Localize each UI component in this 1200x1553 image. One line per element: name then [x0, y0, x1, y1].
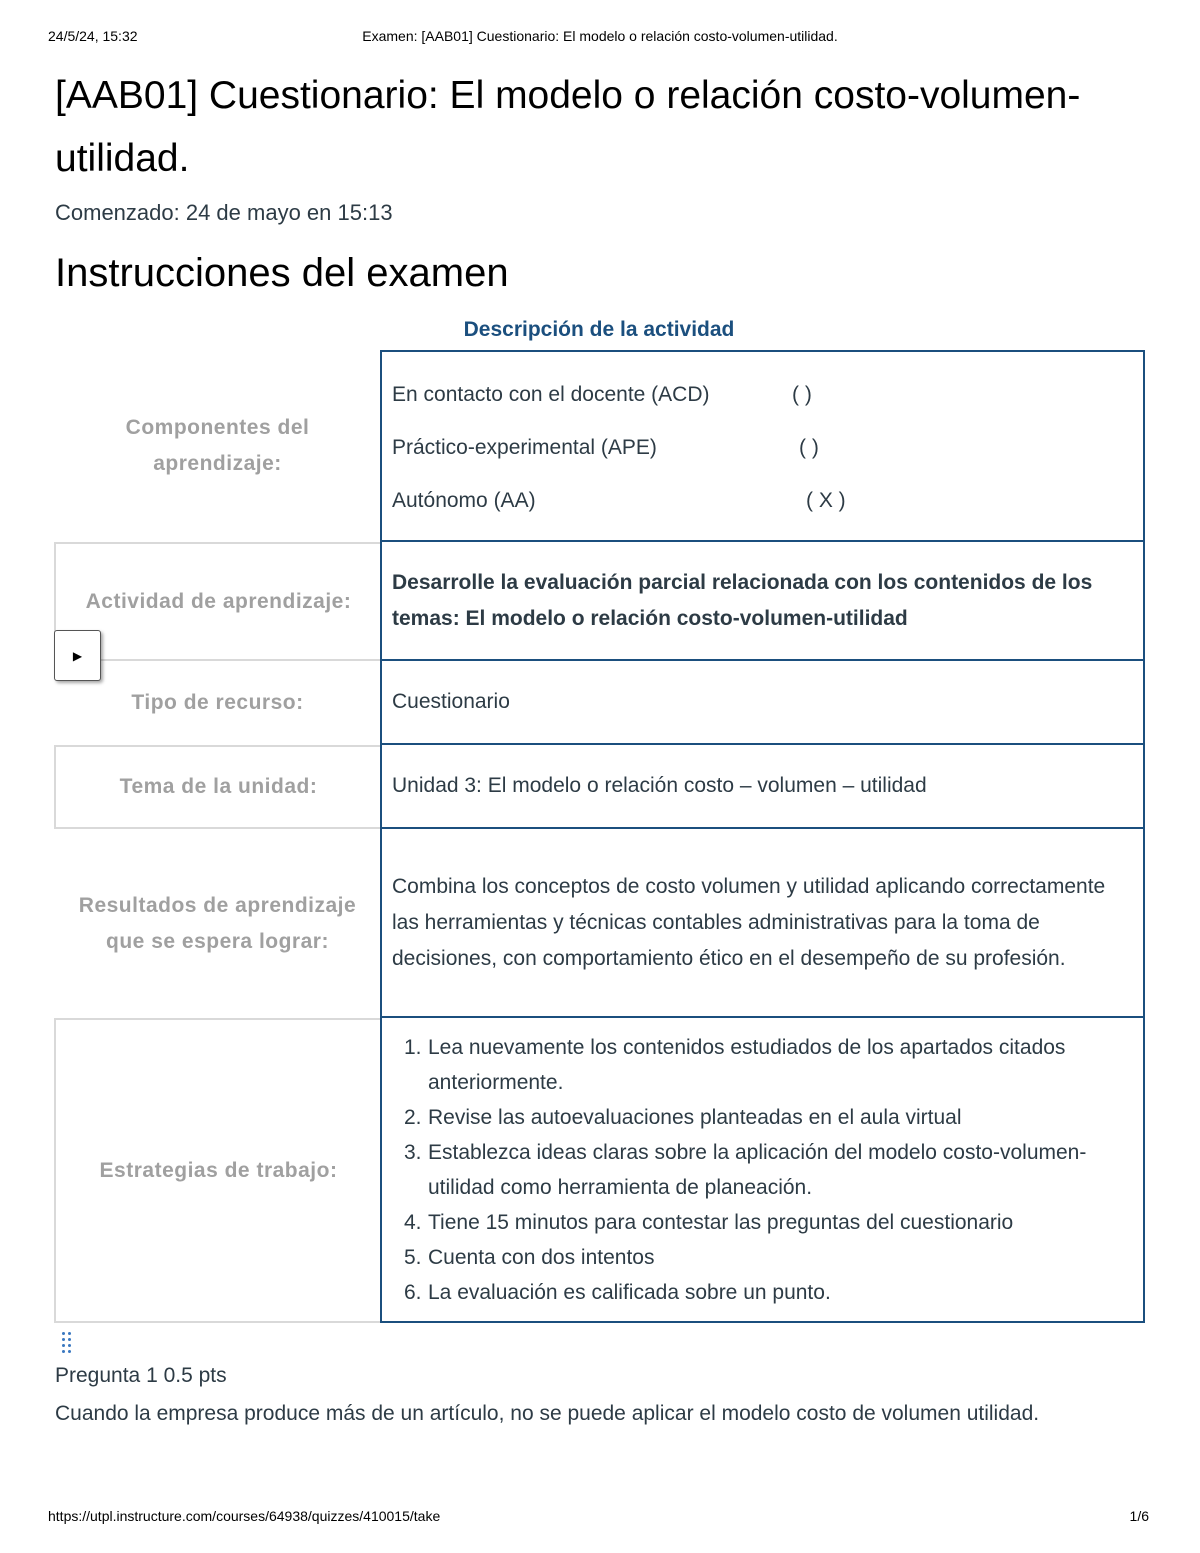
- table-row-strategies: [54, 1018, 1145, 1323]
- results-label: Resultados de aprendizaje que se espera lograr:: [78, 893, 357, 953]
- component-label: Práctico-experimental (APE): [392, 436, 657, 459]
- components-value: [380, 350, 1145, 542]
- activity-value: Desarrolle la evaluación parcial relacionada con los contenidos de los temas: El modelo o relación costo-volumen-utilidad: [380, 542, 1145, 661]
- table-row-unit: [54, 745, 1145, 829]
- activity-label: Actividad de aprendizaje:: [54, 542, 381, 661]
- list-item: 4. Tiene 15 minutos para contestar las preguntas del cuestionario: [404, 1210, 1014, 1234]
- page-number: 1/6: [1129, 1508, 1149, 1524]
- strategies-label: Estrategias de trabajo:: [54, 1018, 381, 1323]
- table-row-resource: [54, 661, 1145, 745]
- activity-description-table: [54, 350, 1145, 1323]
- instructions-heading: Instrucciones del examen: [55, 251, 509, 295]
- table-row-components: [54, 350, 1145, 542]
- drag-handle-icon[interactable]: [60, 1330, 74, 1354]
- strategies-value: [380, 1018, 1145, 1323]
- table-row-results: [54, 829, 1145, 1018]
- print-header: [48, 28, 1152, 48]
- component-ape: [392, 421, 1133, 474]
- components-label: Componentes del aprendizaje:: [125, 416, 310, 475]
- print-url: https://utpl.instructure.com/courses/64938/quizzes/410015/take: [48, 1508, 441, 1524]
- resource-value: Cuestionario: [380, 661, 1145, 745]
- unit-value: Unidad 3: El modelo o relación costo – volumen – utilidad: [380, 745, 1145, 829]
- question-header: Pregunta 1 0.5 pts: [55, 1364, 227, 1387]
- play-triangle-icon: ▶: [72, 648, 83, 663]
- question-text: Cuando la empresa produce más de un artículo, no se puede aplicar el modelo costo de volumen utilidad.: [55, 1402, 1040, 1425]
- component-mark: ( ): [799, 436, 819, 459]
- list-item: 5. Cuenta con dos intentos: [404, 1245, 655, 1269]
- list-item: 6. La evaluación es calificada sobre un punto.: [404, 1280, 831, 1304]
- print-date: 24/5/24, 15:32: [48, 28, 138, 44]
- list-item: 2. Revise las autoevaluaciones planteadas en el aula virtual: [404, 1105, 962, 1129]
- unit-label: Tema de la unidad:: [54, 745, 381, 829]
- component-mark: ( X ): [806, 489, 846, 512]
- component-label: En contacto con el docente (ACD): [392, 383, 710, 406]
- component-label: Autónomo (AA): [392, 489, 536, 512]
- expand-toggle-button[interactable]: [54, 630, 101, 681]
- activity-description-caption: Descripción de la actividad: [463, 318, 735, 341]
- results-value: Combina los conceptos de costo volumen y utilidad aplicando correctamente las herramientas y técnicas contables administrativas para la toma de decisiones, con comportamiento ético en el desempeño de su profesión.: [380, 829, 1145, 1018]
- strategies-list: [392, 1030, 1133, 1310]
- resource-label: Tipo de recurso:: [131, 691, 304, 714]
- print-footer: [48, 1508, 1152, 1528]
- component-mark: ( ): [792, 383, 812, 406]
- component-aa: [392, 474, 1133, 527]
- started-timestamp: Comenzado: 24 de mayo en 15:13: [55, 200, 393, 225]
- list-item: 3. Establezca ideas claras sobre la aplicación del modelo costo-volumen-utilidad como herramienta de planeación.: [404, 1140, 1087, 1199]
- print-doc-title: Examen: [AAB01] Cuestionario: El modelo o relación costo-volumen-utilidad.: [362, 28, 838, 44]
- component-acd: [392, 368, 1133, 421]
- list-item: 1. Lea nuevamente los contenidos estudiados de los apartados citados anteriormente.: [404, 1035, 1066, 1094]
- table-row-activity: [54, 542, 1145, 661]
- quiz-title: [AAB01] Cuestionario: El modelo o relación costo-volumen-utilidad.: [55, 74, 1081, 180]
